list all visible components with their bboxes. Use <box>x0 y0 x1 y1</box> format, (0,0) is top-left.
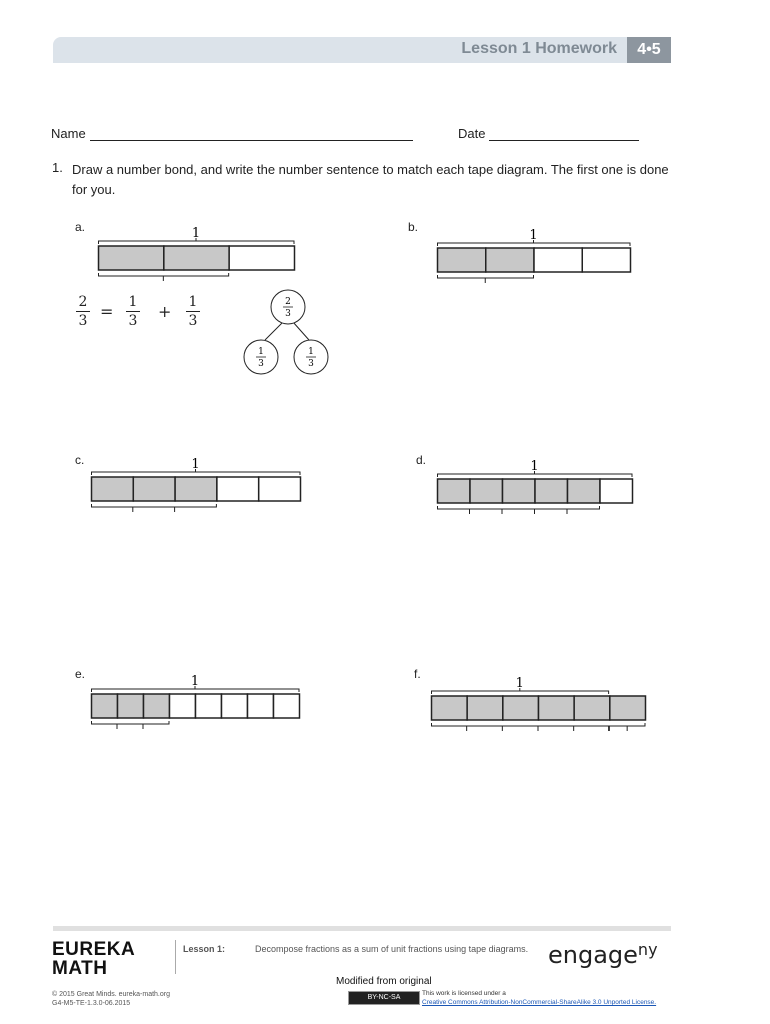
shaded-bracket <box>438 506 600 514</box>
unshaded-unit <box>217 477 259 501</box>
tape-diagram-a <box>98 224 298 284</box>
shaded-unit <box>118 694 144 718</box>
logo-line: MATH <box>52 958 108 979</box>
license-link[interactable]: Creative Commons Attribution-NonCommercial-ShareAlike 3.0 Unported License. <box>422 999 657 1006</box>
question-text: Draw a number bond, and write the number sentence to match each tape diagram. The first one is done for you. <box>72 162 669 197</box>
part-b-label: b. <box>408 220 419 234</box>
lesson-title: Lesson 1 Homework <box>461 40 617 57</box>
logo-superscript: ny <box>637 940 658 959</box>
part-e-label: e. <box>75 667 86 681</box>
plus-sign: + <box>158 302 172 321</box>
question-number: 1. <box>52 160 63 175</box>
fraction-one-third <box>126 294 140 329</box>
tape-diagram-b <box>437 226 634 286</box>
date-label: Date <box>458 126 486 141</box>
whole-label: 1 <box>515 676 524 691</box>
shaded-unit <box>438 479 471 503</box>
part-d-label: d. <box>416 453 427 467</box>
shaded-unit <box>467 696 503 720</box>
fraction-two-thirds <box>76 294 90 329</box>
bond-part-denominator: 3 <box>308 359 314 369</box>
modified-note: Modified from original <box>336 976 432 987</box>
unshaded-unit <box>222 694 248 718</box>
shaded-unit <box>99 246 164 270</box>
whole-label: 1 <box>191 226 201 241</box>
denominator: 3 <box>128 313 138 329</box>
name-line[interactable] <box>90 140 413 141</box>
denominator: 3 <box>78 313 88 329</box>
bond-part-denominator: 3 <box>258 359 264 369</box>
footer-lesson: Lesson 1: <box>183 944 226 954</box>
whole-bracket <box>438 471 633 477</box>
numerator: 1 <box>128 294 138 310</box>
whole-bracket <box>438 240 631 246</box>
name-label: Name <box>51 126 86 141</box>
numerator: 1 <box>188 294 198 310</box>
unshaded-unit <box>196 694 222 718</box>
lesson-header <box>53 37 671 63</box>
whole-label: 1 <box>529 228 538 243</box>
logo-text: engage <box>548 941 638 969</box>
shaded-unit <box>438 248 486 272</box>
unshaded-unit <box>248 694 274 718</box>
unshaded-unit <box>600 479 633 503</box>
tape-diagram-f <box>431 674 649 734</box>
date-line[interactable] <box>489 140 639 141</box>
shaded-unit <box>539 696 575 720</box>
copyright <box>52 990 170 1008</box>
shaded-unit <box>503 696 539 720</box>
eureka-math-logo <box>52 940 135 978</box>
shaded-bracket <box>92 504 217 512</box>
cc-license-badge: BY-NC-SA <box>348 991 420 1005</box>
shaded-unit <box>164 246 229 270</box>
unshaded-unit <box>259 477 301 501</box>
footer-divider <box>175 940 176 974</box>
denominator: 3 <box>188 313 198 329</box>
tape-diagram-e <box>91 672 303 732</box>
shaded-unit <box>574 696 610 720</box>
shaded-unit <box>470 479 503 503</box>
shaded-bracket <box>99 273 229 281</box>
shaded-unit <box>92 477 134 501</box>
engageny-logo <box>548 940 658 969</box>
shaded-bracket <box>438 275 534 283</box>
bond-part-numerator: 1 <box>308 347 314 357</box>
footer-rule <box>53 926 671 931</box>
equals-sign: = <box>100 302 114 321</box>
shaded-unit <box>486 248 534 272</box>
logo-line: EUREKA <box>52 939 136 960</box>
shaded-bracket <box>432 723 646 731</box>
unshaded-unit <box>582 248 630 272</box>
part-c-label: c. <box>75 453 85 467</box>
bond-whole-denominator: 3 <box>285 309 291 319</box>
license-text: This work is licensed under a <box>422 990 506 997</box>
unshaded-unit <box>274 694 300 718</box>
tape-diagram-c <box>91 455 304 515</box>
shaded-unit <box>133 477 175 501</box>
whole-label: 1 <box>191 457 200 472</box>
whole-label: 1 <box>190 674 200 689</box>
shaded-unit <box>610 696 646 720</box>
fraction-one-third <box>186 294 200 329</box>
part-a-label: a. <box>75 220 86 234</box>
bond-part-numerator: 1 <box>258 347 264 357</box>
document-code: G4-M5-TE-1.3.0-06.2015 <box>52 1000 131 1007</box>
shaded-unit <box>175 477 217 501</box>
shaded-unit <box>503 479 536 503</box>
shaded-unit <box>432 696 468 720</box>
example-number-bond <box>243 286 333 378</box>
unshaded-unit <box>534 248 582 272</box>
whole-bracket <box>92 469 301 475</box>
shaded-bracket <box>92 721 170 729</box>
whole-label: 1 <box>530 459 539 474</box>
tape-diagram-d <box>437 457 636 517</box>
shaded-unit <box>92 694 118 718</box>
example-number-sentence <box>70 290 220 334</box>
part-f-label: f. <box>414 667 421 681</box>
whole-bracket <box>92 686 300 692</box>
numerator: 2 <box>78 294 88 310</box>
bond-whole-numerator: 2 <box>285 297 291 307</box>
unshaded-unit <box>170 694 196 718</box>
whole-bracket <box>99 238 295 244</box>
shaded-unit <box>568 479 601 503</box>
shaded-unit <box>535 479 568 503</box>
copyright-line: © 2015 Great Minds. eureka-math.org <box>52 991 170 998</box>
footer-description: Decompose fractions as a sum of unit fractions using tape diagrams. <box>255 944 529 954</box>
unshaded-unit <box>229 246 294 270</box>
whole-bracket <box>432 688 609 694</box>
lesson-code-badge: 4•5 <box>627 37 671 63</box>
shaded-unit <box>144 694 170 718</box>
